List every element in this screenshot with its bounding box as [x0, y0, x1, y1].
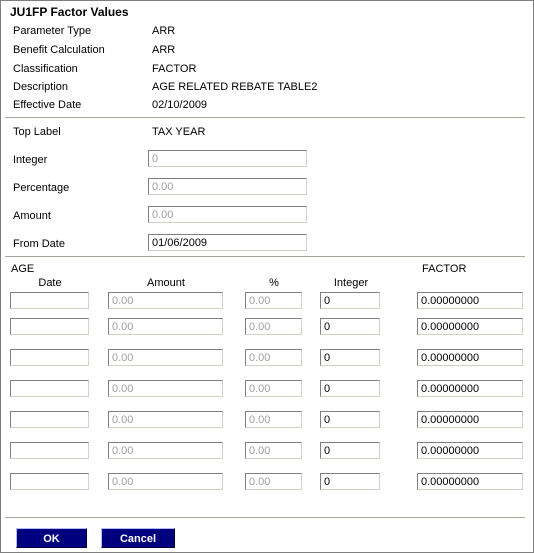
amount-label: Amount — [13, 210, 51, 222]
percent-cell[interactable]: 0.00 — [245, 318, 302, 335]
integer-cell[interactable]: 0 — [320, 473, 380, 490]
factor-cell[interactable]: 0.00000000 — [417, 411, 523, 428]
date-cell[interactable] — [10, 442, 89, 459]
effective-date-label: Effective Date — [13, 99, 82, 111]
parameter-type-label: Parameter Type — [13, 25, 92, 37]
percentage-label: Percentage — [13, 182, 70, 194]
age-label: AGE — [11, 263, 35, 275]
top-label-value: TAX YEAR — [152, 126, 206, 138]
integer-cell[interactable]: 0 — [320, 318, 380, 335]
percent-cell[interactable]: 0.00 — [245, 292, 302, 309]
date-cell[interactable] — [10, 349, 89, 366]
column-header-integer: Integer — [333, 277, 369, 289]
parameter-type-value: ARR — [152, 25, 176, 37]
amount-field[interactable]: 0.00 — [148, 206, 307, 223]
date-cell[interactable] — [10, 318, 89, 335]
top-label-label: Top Label — [13, 126, 61, 138]
percent-cell[interactable]: 0.00 — [245, 411, 302, 428]
classification-value: FACTOR — [152, 63, 197, 75]
date-cell[interactable] — [10, 473, 89, 490]
effective-date-value: 02/10/2009 — [152, 99, 208, 111]
factor-cell[interactable]: 0.00000000 — [417, 380, 523, 397]
integer-cell[interactable]: 0 — [320, 292, 380, 309]
factor-cell[interactable]: 0.00000000 — [417, 349, 523, 366]
from-date-label: From Date — [13, 238, 65, 250]
percent-cell[interactable]: 0.00 — [245, 442, 302, 459]
date-cell[interactable] — [10, 292, 89, 309]
page-title: JU1FP Factor Values — [10, 5, 129, 19]
integer-cell[interactable]: 0 — [320, 380, 380, 397]
integer-cell[interactable]: 0 — [320, 349, 380, 366]
factor-cell[interactable]: 0.00000000 — [417, 473, 523, 490]
divider — [5, 256, 525, 257]
date-cell[interactable] — [10, 380, 89, 397]
column-header-percent: % — [269, 277, 279, 289]
amount-cell[interactable]: 0.00 — [108, 318, 223, 335]
date-cell[interactable] — [10, 411, 89, 428]
integer-label: Integer — [13, 154, 48, 166]
amount-cell[interactable]: 0.00 — [108, 380, 223, 397]
integer-cell[interactable]: 0 — [320, 442, 380, 459]
amount-cell[interactable]: 0.00 — [108, 473, 223, 490]
amount-cell[interactable]: 0.00 — [108, 292, 223, 309]
integer-field[interactable]: 0 — [148, 150, 307, 167]
percent-cell[interactable]: 0.00 — [245, 473, 302, 490]
classification-label: Classification — [13, 63, 78, 75]
benefit-calculation-label: Benefit Calculation — [13, 44, 105, 56]
description-value: AGE RELATED REBATE TABLE2 — [152, 81, 318, 93]
cancel-button[interactable]: Cancel — [101, 528, 175, 548]
percentage-field[interactable]: 0.00 — [148, 178, 307, 195]
benefit-calculation-value: ARR — [152, 44, 176, 56]
percent-cell[interactable]: 0.00 — [245, 380, 302, 397]
amount-cell[interactable]: 0.00 — [108, 411, 223, 428]
divider — [5, 517, 525, 518]
divider — [5, 117, 525, 118]
column-header-date: Date — [38, 277, 62, 289]
percent-cell[interactable]: 0.00 — [245, 349, 302, 366]
amount-cell[interactable]: 0.00 — [108, 349, 223, 366]
factor-cell[interactable]: 0.00000000 — [417, 292, 523, 309]
factor-cell[interactable]: 0.00000000 — [417, 442, 523, 459]
description-label: Description — [13, 81, 69, 93]
ok-button[interactable]: OK — [16, 528, 87, 548]
factor-label: FACTOR — [422, 263, 467, 275]
integer-cell[interactable]: 0 — [320, 411, 380, 428]
amount-cell[interactable]: 0.00 — [108, 442, 223, 459]
from-date-field[interactable]: 01/06/2009 — [148, 234, 307, 251]
column-header-amount: Amount — [147, 277, 185, 289]
factor-cell[interactable]: 0.00000000 — [417, 318, 523, 335]
